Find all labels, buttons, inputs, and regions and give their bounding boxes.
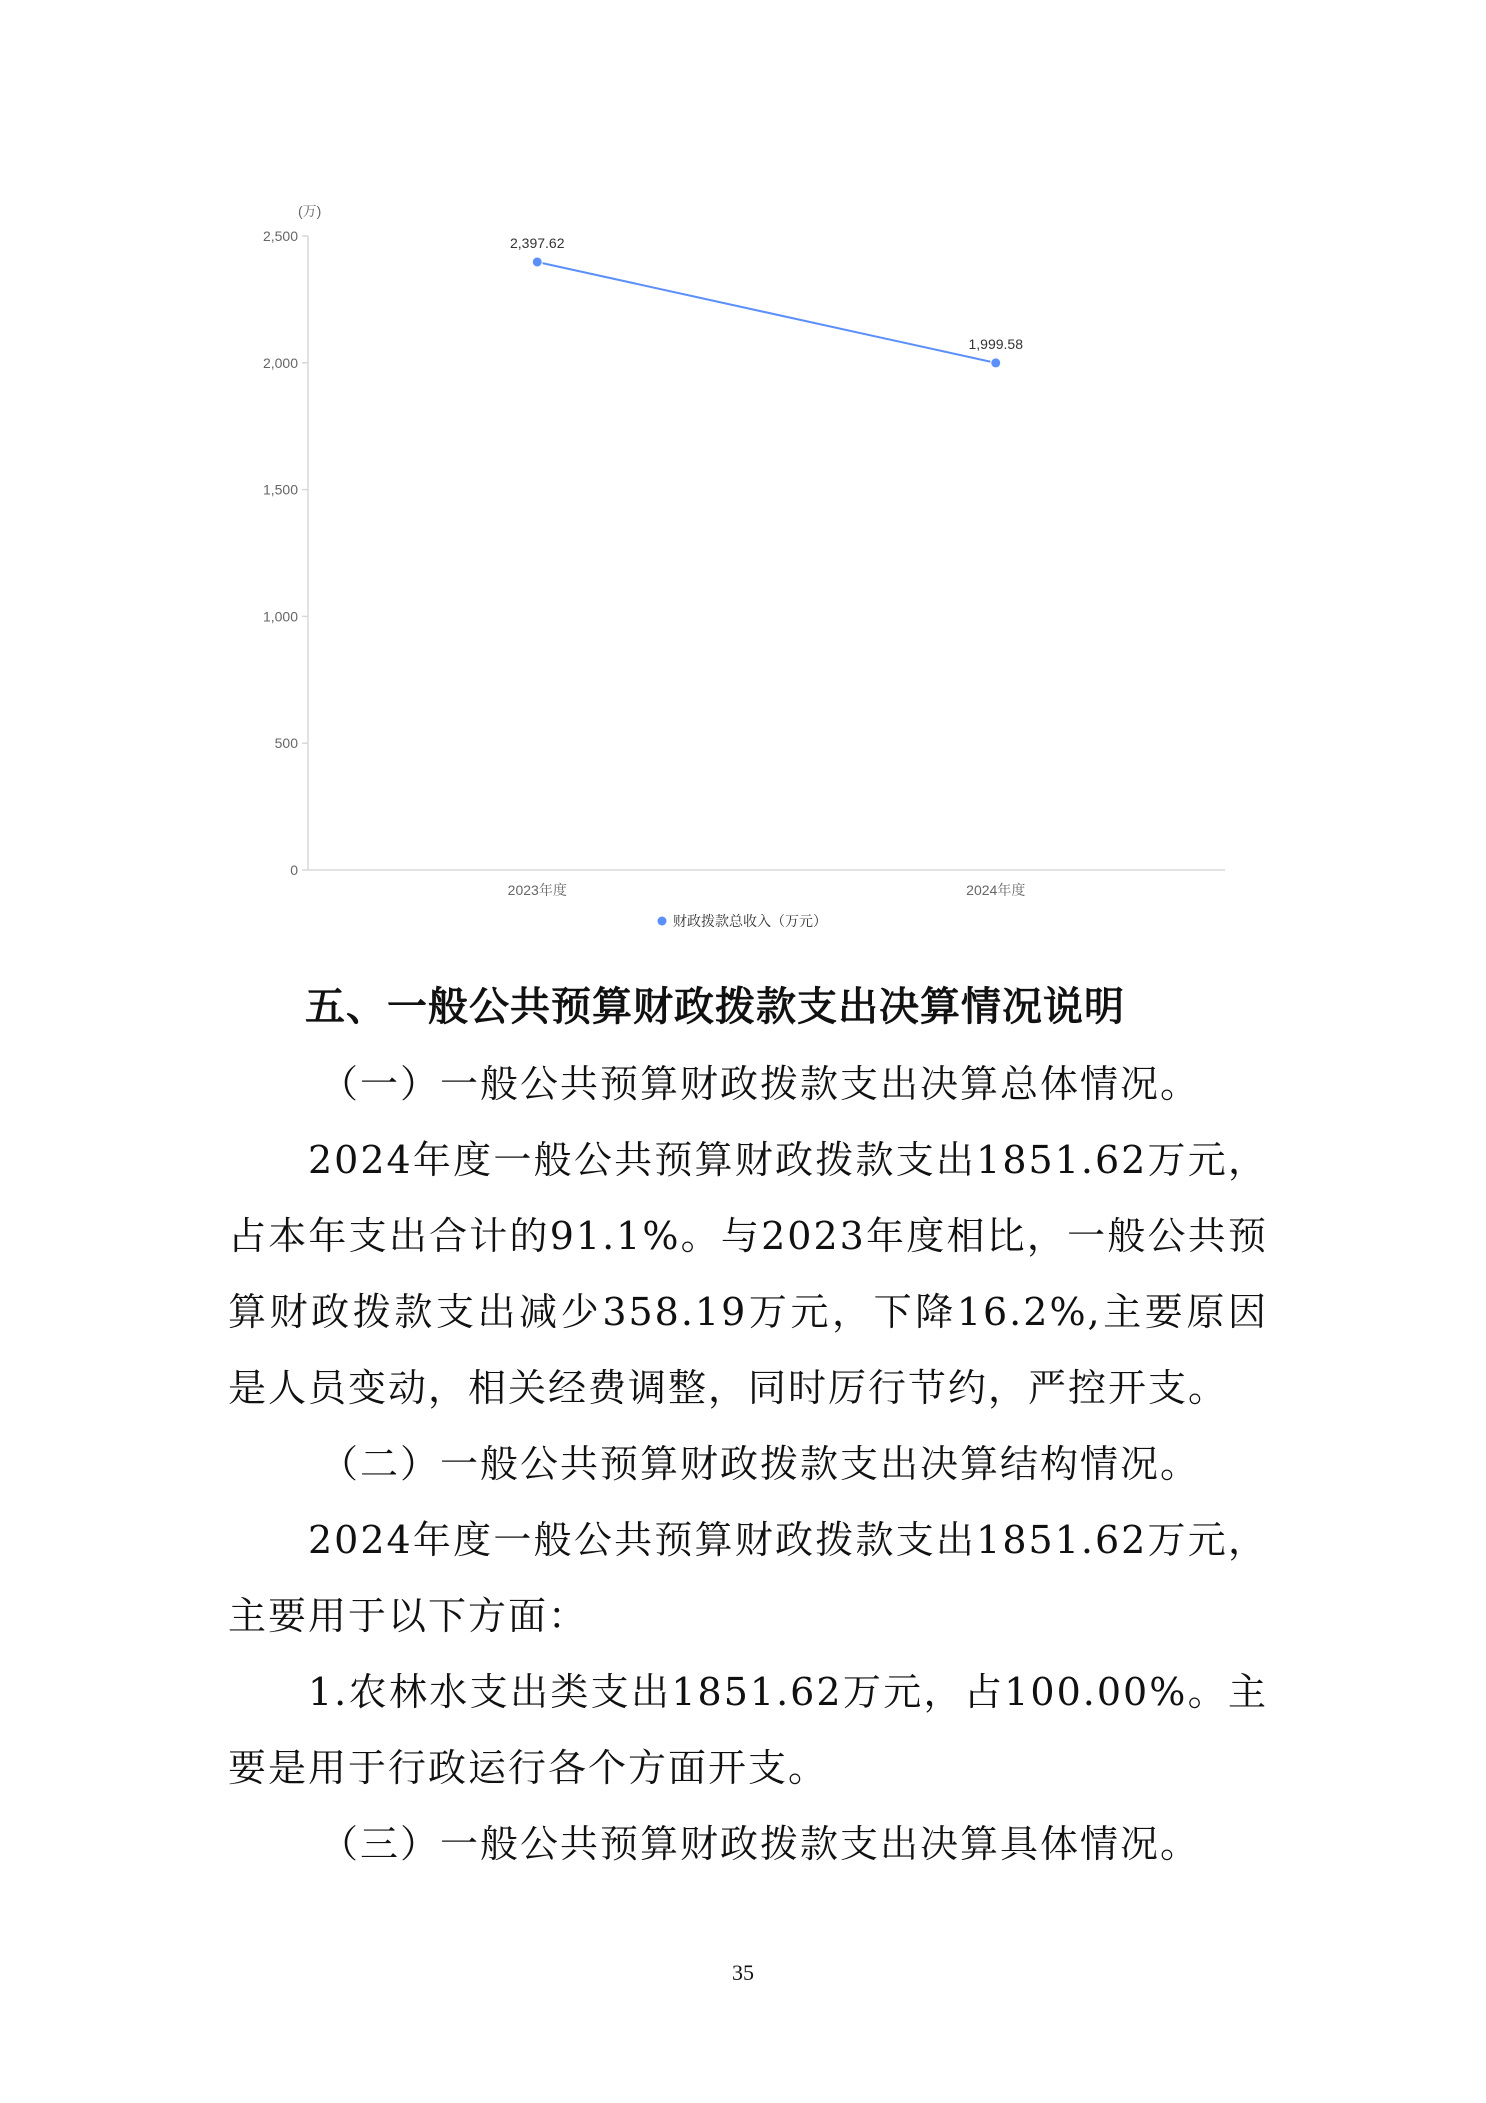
legend-label: 财政拨款总收入（万元） xyxy=(673,913,827,929)
data-label: 1,999.58 xyxy=(968,335,1023,352)
y-tick-label: 2,000 xyxy=(262,354,298,371)
legend[interactable] xyxy=(658,913,828,929)
y-tick-label: 0 xyxy=(290,862,298,878)
subheading-1: （一）一般公共预算财政拨款支出决算总体情况。 xyxy=(320,1062,1201,1106)
paragraph-3: 1.农林水支出类支出1851.62万元，占100.00%。主要是用于行政运行各个方面开支。 xyxy=(228,1670,1268,1790)
subheading-3: （三）一般公共预算财政拨款支出决算具体情况。 xyxy=(320,1822,1201,1866)
x-tick-label: 2023年度 xyxy=(507,882,567,898)
data-point[interactable] xyxy=(991,358,1001,368)
paragraph-1: 2024年度一般公共预算财政拨款支出1851.62万元，占本年支出合计的91.1%。与2023年度相比，一般公共预算财政拨款支出减少358.19万元，下降16.2%,主要原因是人员变动，相关经费调整，同时厉行节约，严控开支。 xyxy=(228,1138,1268,1410)
legend-marker xyxy=(658,917,667,926)
series-line xyxy=(537,262,996,363)
x-axis-ticks xyxy=(508,882,1026,898)
line-chart xyxy=(0,0,1486,940)
paragraph-2: 2024年度一般公共预算财政拨款支出1851.62万元，主要用于以下方面： xyxy=(228,1518,1268,1638)
y-tick-label: 1,500 xyxy=(262,481,298,498)
data-point[interactable] xyxy=(532,257,542,267)
series-layer xyxy=(510,235,1023,368)
y-tick-label: 1,000 xyxy=(262,608,298,625)
y-unit-label: (万) xyxy=(298,203,322,219)
subheading-2: （二）一般公共预算财政拨款支出决算结构情况。 xyxy=(320,1442,1201,1486)
data-label: 2,397.62 xyxy=(510,234,565,251)
x-tick-label: 2024年度 xyxy=(966,882,1026,898)
y-tick-label: 500 xyxy=(274,735,298,752)
y-axis-ticks xyxy=(263,228,308,878)
page-number: 35 xyxy=(732,1960,754,1985)
y-tick-label: 2,500 xyxy=(262,228,298,244)
section-heading: 五、一般公共预算财政拨款支出决算情况说明 xyxy=(305,984,1125,1030)
